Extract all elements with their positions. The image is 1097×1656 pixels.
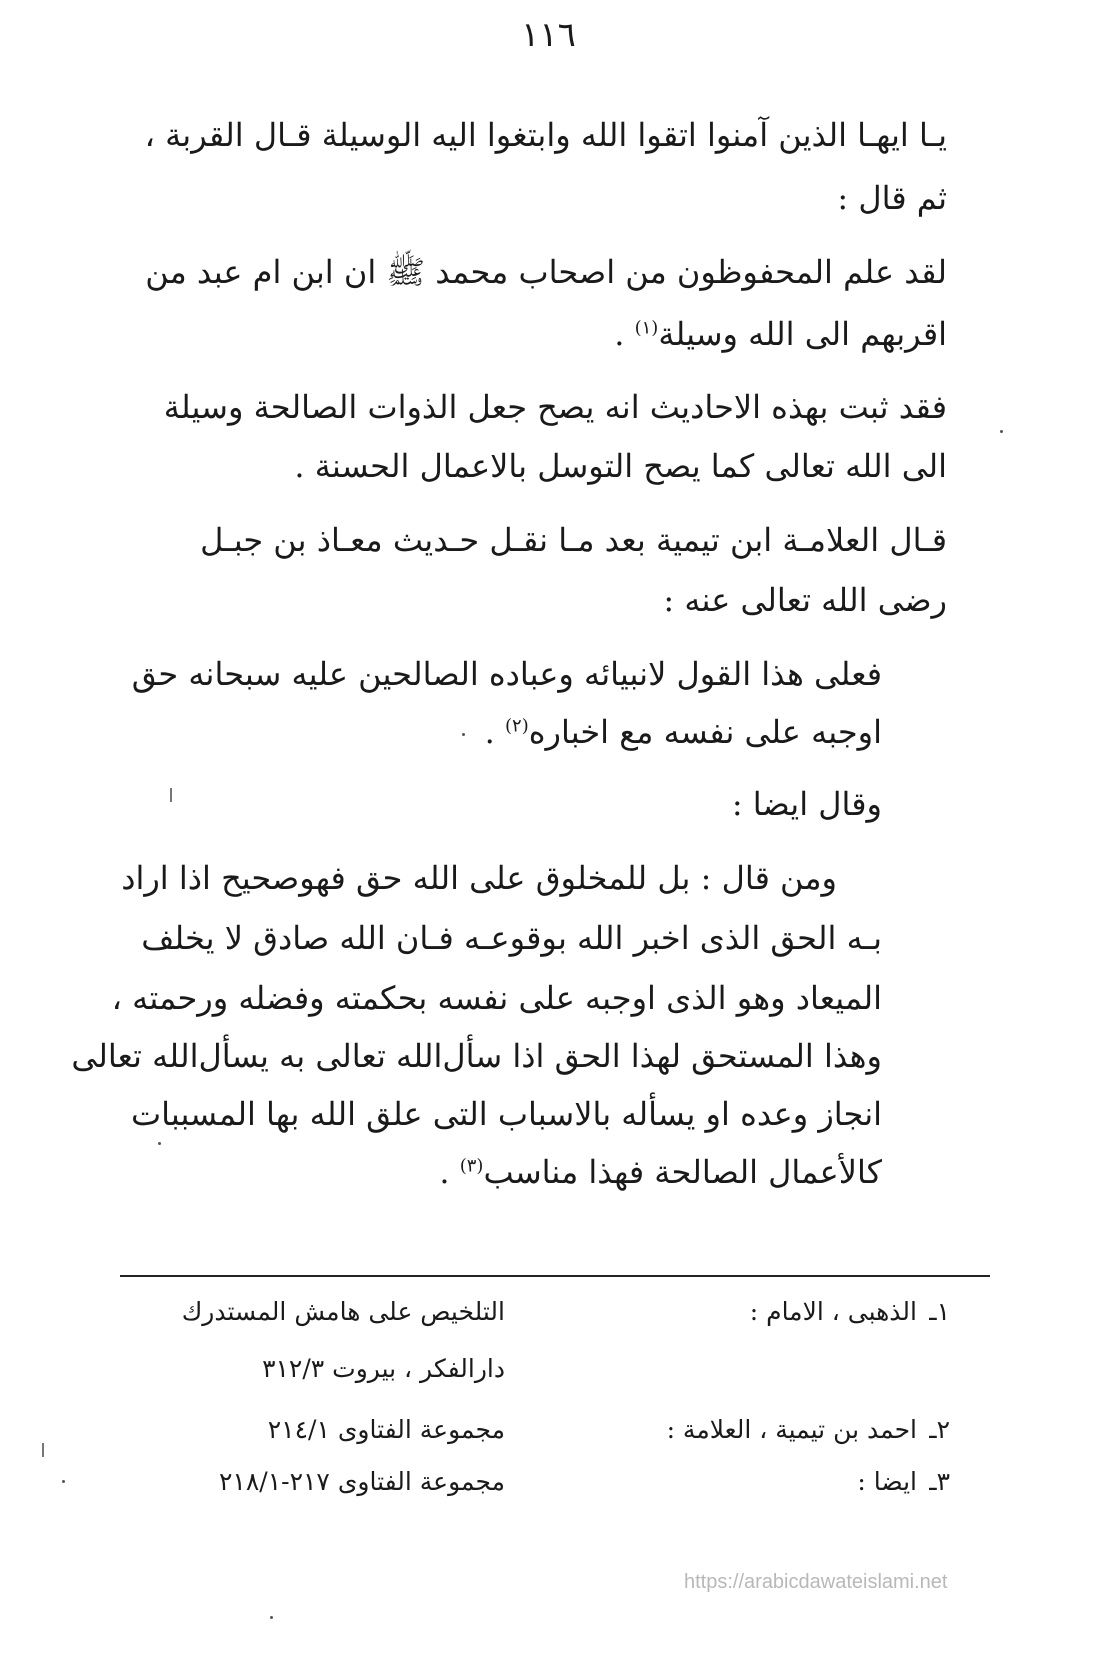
quote-line: وهذا المستحق لهذا الحق اذا سأل‌الله تعالى به يسأل‌الله تعالى	[71, 1037, 882, 1075]
quote-text: .	[439, 1153, 460, 1191]
footnote-reference: (٣)	[459, 1155, 484, 1177]
body-line: لقد علم المحفوظون من اصحاب محمد ﷺ ان ابن ام عبد من	[145, 253, 947, 291]
watermark-url: https://arabicdawateislami.net	[684, 1571, 948, 1593]
scan-speck	[158, 1142, 161, 1145]
footnote-source: مجموعة الفتاوى ٢١٧-٢١٨/١	[218, 1467, 505, 1496]
quote-line	[485, 712, 882, 752]
footnote-source: التلخيص على هامش المستدرك	[181, 1297, 505, 1326]
body-line: رضى الله تعالى عنه :	[663, 581, 947, 619]
quote-line: فعلى هذا القول لانبيائه وعباده الصالحين عليه سبحانه حق	[131, 655, 882, 693]
body-line: قـال العلامـة ابن تيمية بعد مـا نقـل حـديث معـاذ بن جبـل	[200, 521, 947, 559]
quote-line	[439, 1152, 882, 1192]
quote-line: بـه الحق الذى اخبر الله بوقوعـه فـان الله صادق لا يخلف	[141, 919, 882, 957]
footnote-number: ٢ـ	[929, 1415, 950, 1444]
footnote-number: ١ـ	[929, 1297, 950, 1326]
body-line: يـا ايهـا الذين آمنوا اتقوا الله وابتغوا اليه الوسيلة قـال القربة ،	[144, 116, 947, 154]
body-line	[614, 314, 947, 354]
quote-text: اوجبه على نفسه مع اخباره	[528, 713, 882, 751]
page-number: ١١٦	[521, 15, 576, 55]
footnote-author: احمد بن تيمية ، العلامة :	[666, 1415, 917, 1444]
footnote-divider	[120, 1275, 990, 1277]
body-line: الى الله تعالى كما يصح التوسل بالاعمال الحسنة .	[294, 447, 947, 485]
body-text: اقربهم الى الله وسيلة	[658, 315, 947, 353]
footnote-number: ٣ـ	[929, 1467, 950, 1496]
quote-text: كالأعمال الصالحة فهذا مناسب	[483, 1153, 882, 1191]
quote-line: الميعاد وهو الذى اوجبه على نفسه بحكمته وفضله ورحمته ،	[111, 979, 882, 1017]
scan-speck	[62, 1480, 65, 1483]
quote-line: انجاز وعده او يسأله بالاسباب التى علق الله بها المسببات	[130, 1095, 882, 1133]
scan-speck	[1000, 430, 1003, 433]
footnote-reference: (٢)	[505, 715, 529, 737]
scan-mark	[170, 788, 172, 802]
footnote-source: مجموعة الفتاوى ٢١٤/١	[267, 1415, 505, 1444]
quote-line: ومن قال : بل للمخلوق على الله حق فهوصحيح اذا اراد	[121, 859, 837, 897]
footnote-author: ايضا :	[857, 1467, 917, 1496]
body-line: فقد ثبت بهذه الاحاديث انه يصح جعل الذوات الصالحة وسيلة	[163, 388, 947, 426]
body-text: .	[614, 315, 635, 353]
footnote-author: الذهبى ، الامام :	[749, 1297, 917, 1326]
scan-speck	[462, 733, 465, 736]
body-line: ثم قال :	[837, 179, 947, 217]
quote-text: .	[484, 713, 506, 751]
footnote-source: دارالفكر ، بيروت ٣١٢/٣	[262, 1354, 505, 1383]
scan-speck	[270, 1616, 273, 1619]
body-line: وقال ايضا :	[731, 785, 882, 823]
footnote-reference: (١)	[634, 317, 659, 339]
scan-mark	[42, 1443, 44, 1457]
